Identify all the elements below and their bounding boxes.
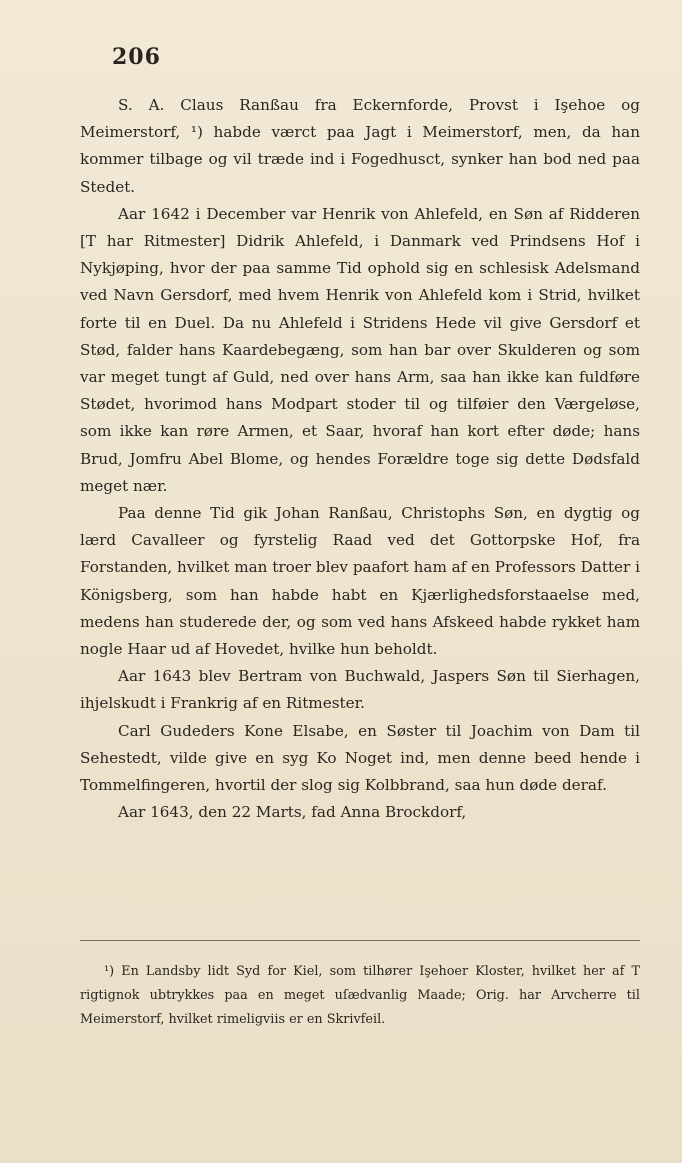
paragraph-johan-rantzau: Paa denne Tid gik Johan Ranßau, Christophs Søn, en dygtig og lærd Cavalleer og fyrstelig Raad ved det Gottorpske Hof, fra Forstanden, hvilket man troer blev paafort ham af en Professors Datter i Königsberg, som han habde habt en Kjærlighedsforstaaelse med, medens han studerede der, og som ved hans Afskeed habde rykket ham nogle Haar ud af Hovedet, hvilke hun beholdt.	[80, 504, 640, 659]
paragraph-anna-brockdorf: Aar 1643, den 22 Marts, fad Anna Brockdorf,	[118, 803, 467, 822]
paragraph-elsabe: Carl Gudeders Kone Elsabe, en Søster til Joachim von Dam til Sehestedt, vilde give en syg Ko Noget ind, men denne beed hende i Tommelfingeren, hvortil der slog sig Kolbbrand, saa hun døde deraf.	[80, 721, 640, 795]
footnotes	[80, 960, 640, 1032]
paragraph-bertram-buchwald: Aar 1643 blev Bertram von Buchwald, Jaspers Søn til Sierhagen, ihjelskudt i Frankrig af en Ritmester.	[80, 667, 640, 713]
paragraph-henrik-ahlefeld: Aar 1642 i December var Henrik von Ahlefeld, en Søn af Ridderen [T har Ritmester] Didrik Ahlefeld, i Danmark ved Prindsens Hof i Nykjøping, hvor der paa samme Tid ophold sig en schlesisk Adelsmand ved Navn Gersdorf, med hvem Henrik von Ahlefeld kom i Strid, hvilket forte til en Duel. Da nu Ahlefeld i Stridens Hede vil give Gersdorf et Stød, falder hans Kaardebegæng, som han bar over Skulderen og som var meget tungt af Guld, ned over hans Arm, saa han ikke kan fuldføre Stødet, hvorimod hans Modpart stoder til og tilføier den Værgeløse, som ikke kan røre Armen, et Saar, hvoraf han kort efter døde; hans Brud, Jomfru Abel Blome, og hendes Forældre toge sig dette Dødsfald meget nær.	[80, 204, 640, 495]
paragraph-claus-rantzau: S. A. Claus Ranßau fra Eckernforde, Provst i Işehoe og Meimerstorf, ¹) habde værct paa Jagt i Meimerstorf, men, da han kommer tilbage og vil træde ind i Fogedhusct, synker han bod ned paa Stedet.	[80, 96, 640, 196]
footnote-1: ¹) En Landsby lidt Syd for Kiel, som tilhører Işehoer Kloster, hvilket her af T rigtignok ubtrykkes paa en meget uſædvanlig Maade; Orig. har Arvcherre til Meimerstorf, hvilket rimeligviis er en Skrivfeil.	[80, 964, 640, 1027]
page-number: 206	[112, 44, 161, 70]
main-text	[80, 92, 640, 826]
footnote-divider	[80, 940, 640, 941]
